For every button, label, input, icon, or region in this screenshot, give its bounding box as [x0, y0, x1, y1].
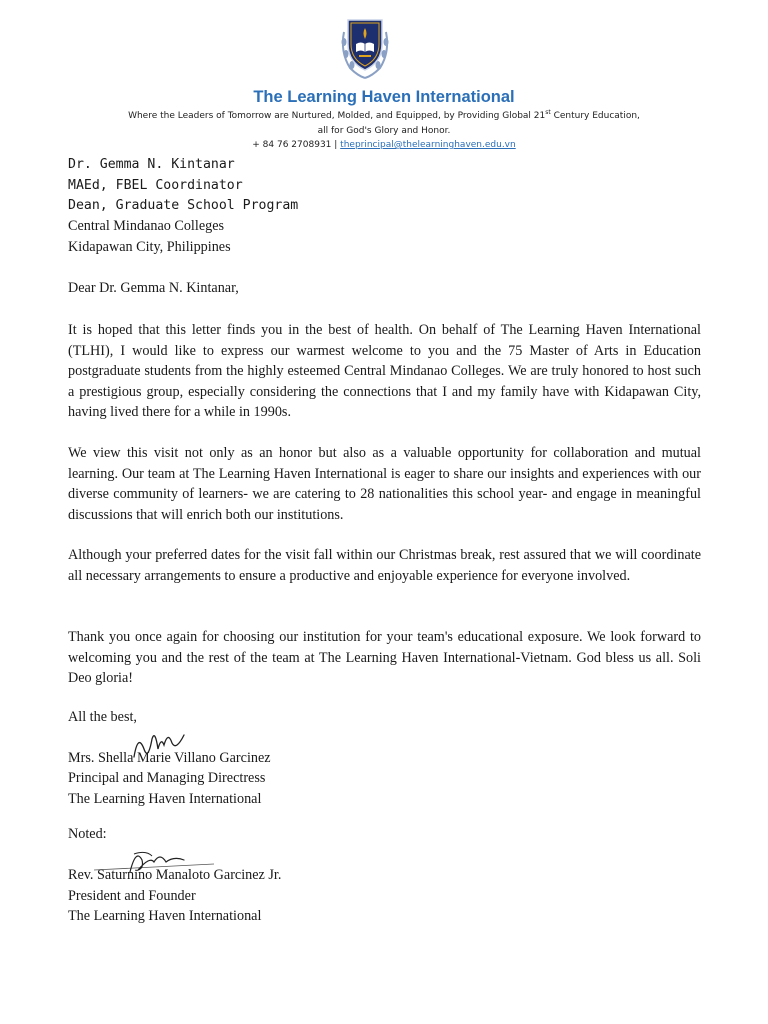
- salutation: Dear Dr. Gemma N. Kintanar,: [68, 280, 239, 296]
- noted-label: Noted:: [68, 826, 107, 842]
- recipient-title: MAEd, FBEL Coordinator: [68, 178, 243, 193]
- body-paragraph: It is hoped that this letter finds you in the best of health. On behalf of The Learning Haven International (TLHI), I would like to express our warmest welcome to you and the 75 Master of Arts in Education postgraduate students from the highly esteemed Central Mindanao Colleges. We are truly honored to host such a prestigious group, especially considering the connections that I and my family have with Kidapawan City, having lived there for a while in 1990s.: [68, 322, 701, 421]
- principal-organization: The Learning Haven International: [68, 791, 262, 807]
- principal-title: Principal and Managing Directress: [68, 770, 266, 786]
- recipient-institution: Central Mindanao Colleges: [68, 218, 225, 234]
- president-name: Rev. Saturnino Manaloto Garcinez Jr.: [68, 867, 282, 883]
- letterhead-tagline: Where the Leaders of Tomorrow are Nurtured, Molded, and Equipped, by Providing Global 21st Century Education, all for God's Glory and Honor.: [128, 109, 640, 136]
- recipient-position: Dean, Graduate School Program: [68, 198, 299, 213]
- president-organization: The Learning Haven International: [68, 908, 262, 924]
- email-link[interactable]: theprincipal@thelearninghaven.edu.vn: [340, 140, 516, 150]
- body-paragraph: Thank you once again for choosing our institution for your team's educational exposure. We look forward to welcoming you and the rest of the team at The Learning Haven International-Vietnam. God bless us all. Soli Deo gloria!: [68, 629, 701, 687]
- letterhead-contact: [0, 140, 768, 150]
- body-paragraph: We view this visit not only as an honor but also as a valuable opportunity for collaboration and mutual learning. Our team at The Learning Haven International is eager to share our insights and experiences with our diverse community of learners- we are catering to 28 nationalities this school year- and engage in meaningful discussions that will enrich both our institutions.: [68, 445, 701, 523]
- phone-number: + 84 76 2708931 |: [252, 140, 338, 150]
- president-title: President and Founder: [68, 888, 196, 904]
- school-name: The Learning Haven International: [253, 88, 515, 106]
- recipient-location: Kidapawan City, Philippines: [68, 239, 231, 255]
- closing: All the best,: [68, 709, 137, 725]
- school-crest-logo: [336, 10, 394, 80]
- recipient-name: Dr. Gemma N. Kintanar: [68, 157, 235, 172]
- principal-name: Mrs. Shella Marie Villano Garcinez: [68, 750, 271, 766]
- body-paragraph: Although your preferred dates for the visit fall within our Christmas break, rest assured that we will coordinate all necessary arrangements to ensure a productive and enjoyable experience for everyone involved.: [68, 547, 701, 584]
